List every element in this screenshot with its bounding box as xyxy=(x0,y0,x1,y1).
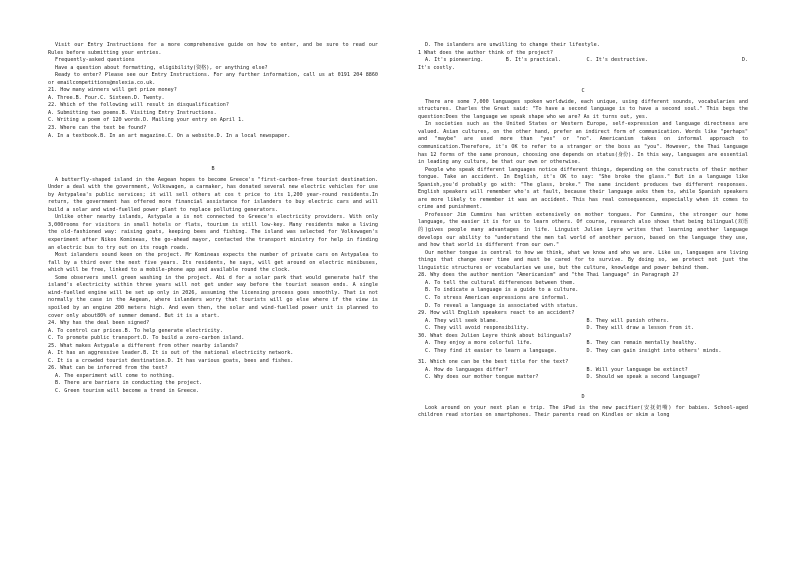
intro-contact: Ready to enter? Please see our Entry Instructions. For any further information, call us at 0191 204 8860 or emailcompetitions@mslexia.co.uk. xyxy=(48,72,378,86)
option: D. Should we speak a second language? xyxy=(586,374,700,381)
question-26-option: B. There are barriers in conducting the project. xyxy=(55,380,203,387)
question-24: 24. Why has the deal been signed? xyxy=(48,320,150,327)
section-b-heading: B xyxy=(211,166,215,173)
question-21-options: A. Three.B. Four.C. Sixteen.D. Twenty. xyxy=(48,94,165,101)
question-28-option: A. To tell the cultural differences between them. xyxy=(425,279,576,286)
question-26-option: D. The islanders are unwilling to change their lifestyle. xyxy=(425,42,600,48)
option: B. They will punish others. xyxy=(586,317,670,324)
question-22-option-row: C. Writing a poem of 120 words.D. Mailing your entry on April 1. xyxy=(48,117,245,124)
passage-c-paragraph: People who speak different languages notice different things, depending on the constructs of their mother tongue. Take an accident. In English, it's OK to say: "She broke the glass." But in a language like Spanish,you'd probably go with: "The glass, broke." The same incident produces two different responses. English speakers will remember who's at fault, because their language asks them to, while Spanish speakers are more likely to remember it was an accident. This has real consequences, especially when it comes to crime and punishment. xyxy=(418,166,748,211)
question-31: 31. Which one can be the best title for the text? xyxy=(418,359,569,366)
question-28: 28. Why does the author mention "Americanism" and "the Thai language" in Paragraph 2? xyxy=(418,272,679,279)
option-c: C. It's destructive. xyxy=(586,57,648,64)
passage-c-paragraph: Professor Jim Cummins has written extensively on mother tongues. For Cummins, the stronger our home language, the easier it is for us to learn others. Of course, research also shows that being bilingual(双语的)gives people many advantages in life. Linguist Julien Leyre writes that learning another language develops our ability to "understand the men tal world of another person, based on the language they use, and how that world is different from our own." xyxy=(418,211,748,249)
right-column xyxy=(418,42,748,420)
intro-faq-question: Have a question about formatting, eligibility(资格), or anything else? xyxy=(55,64,268,71)
option-d: D. xyxy=(741,57,748,64)
question-27: 1 What does the author think of the project? xyxy=(418,49,553,56)
passage-b-paragraph: Some observers smell green washing in the project. Abi d for a solar park that would generate half the island's electricity within three years will not get under way before the tourist season ends. A single wind-fuelled engine will be set up only in 2026, assuming the licensing process goes smoothly. That is not normally the case in the Aegean, where islanders worry that tourists will go else where if the view is spoiled by an engine 200 meters high. And even then, the solar and wind-fuelled power unit is planned to cover only about80% of summer demand. But it is a start. xyxy=(48,274,378,319)
option-a: A. It's pioneering. xyxy=(425,57,484,64)
option: D. They will draw a lesson from it. xyxy=(586,325,694,332)
question-26: 26. What can be inferred from the text? xyxy=(48,365,168,372)
passage-b-paragraph: Most islanders sound keen on the project. Mr Komineas expects the number of private cars on Astypalea to fall by a third over the next five years. Its residents, he says, will get around on electric minibuses, which will be free, linked to a mobile-phone app and available round the clock. xyxy=(48,252,378,274)
question-30: 30. What does Julien Leyre think about bilinguals? xyxy=(418,332,572,339)
section-c-heading: C xyxy=(581,88,585,95)
passage-d-paragraph: Look around on your next plan e trip. The iPad is the new pacifier(安抚奶嘴) for babies. School-aged children read stories on smartphones. Their parents read on Kindles or skim a long xyxy=(418,404,748,419)
option: C. They will avoid responsibility. xyxy=(425,325,530,332)
left-column xyxy=(48,42,378,396)
question-28-option: B. To indicate a language is a guide to a culture. xyxy=(425,287,579,294)
question-25-option-row: A. It has an aggressive leader.B. It is out of the national electricity network. xyxy=(48,350,294,357)
question-27-options xyxy=(418,57,748,65)
option: D. They can gain insight into others' minds. xyxy=(586,347,722,354)
option: A. How do languages differ? xyxy=(425,366,508,373)
question-25-option-row: C. It is a crowded tourist destination.D. It has various goats, bees and fishes. xyxy=(48,357,294,364)
question-29: 29. How will English speakers react to an accident? xyxy=(418,310,575,317)
question-30-options xyxy=(418,340,748,355)
option: A. They will seek blame. xyxy=(425,317,499,324)
question-23-options: A. In a textbook.B. In an art magazine.C. On a website.D. In a local newspaper. xyxy=(48,132,291,139)
question-24-option-row: C. To promote public transport.D. To build a zero-carbon island. xyxy=(48,335,245,342)
question-31-options xyxy=(418,367,748,382)
passage-c-paragraph: In societies such as the United States or Western Europe, self-expression and language directness are valued. Asian cultures, on the other hand, prefer an indirect form of communication. Words like "perhaps" and "maybe" are used more than "yes" or "no". Americanism takes on informal approach to communication.Therefore, it's OK to refer to a stranger or the boss as "you". However, the Thai language has 12 forms of the same pronoun, choosing one depends on status(身份). In this way, languages are essential in leading any culture, be that our own or otherwise. xyxy=(418,121,748,166)
question-29-options xyxy=(418,318,748,333)
option: B. Will your language be extinct? xyxy=(586,366,688,373)
question-21: 21. How many winners will get prize money? xyxy=(48,87,177,94)
question-23: 23. Where can the text be found? xyxy=(48,125,147,132)
intro-faq-heading: Frequently-asked questions xyxy=(55,57,135,64)
option-b: B. It's practical. xyxy=(505,57,561,64)
passage-c-paragraph: Our mother tongue is central to how we think, what we know and who we are. Like us, languages are living things that change over time and must be cared for to survive. By doing so, we protect not just the linguistic structures or vocabularies we use, but the culture, knowledge and power behind them. xyxy=(418,249,748,271)
option: B. They can remain mentally healthy. xyxy=(586,340,697,347)
question-27-option-d-text: It's costly. xyxy=(418,64,455,71)
question-28-option: D. To reveal a language is associated with status. xyxy=(425,302,579,309)
option: A. They enjoy a more colorful life. xyxy=(425,340,533,347)
question-25: 25. What makes Astypale a different from other nearby islands? xyxy=(48,342,239,349)
section-d-heading: D xyxy=(581,393,585,400)
question-28-option: C. To stress American expressions are informal. xyxy=(425,294,570,301)
passage-c-paragraph: There are some 7,000 languages spoken worldwide, each unique, using different sounds, vocabularies and structures. Charles the Great said: "To have a second language is to have a second soul." This begs the question:Does the language we speak shape who we are? As it turns out, yes. xyxy=(418,98,748,120)
option: C. They find it easier to learn a language. xyxy=(425,347,557,354)
question-26-option: C. Green tourism will become a trend in Greece. xyxy=(55,387,200,394)
passage-b-paragraph: A butterfly-shaped island in the Aegean hopes to become Greece's "first-carbon-free tourist destination. Under a deal with the government, Volkswagen, a carmaker, has donated several new electric vehicles for use by Astypalea's public services; it will sell others at cos t price to its 1,200 year-round residents.In return, the government has offered more financial assistance for islanders to buy electric cars and will build a solar and wind-fuelled power plant to replace polluting generators. xyxy=(48,176,378,213)
question-22-option-row: A. Submitting two poems.B. Visiting Entry Instructions. xyxy=(48,109,217,116)
passage-b-paragraph: Unlike other nearby islands, Astypale a is not connected to Greece's electricity providers. With only 3,000rooms for visitors in small hotels or flats, tourism is still low-key. Many residents make a living the old-fashioned way: raising goats, keeping bees and fishing. The island was selected for Volkswagen's experiment after Nikos Komineas, the go-ahead mayor, contacted the transport ministry for help in finding an electric bus to try out on its rough roads. xyxy=(48,214,378,251)
question-26-option: A. The experiment will come to nothing. xyxy=(55,372,175,379)
question-22: 22. Which of the following will result in disqualification? xyxy=(48,102,229,109)
option: C. Why does our mother tongue matter? xyxy=(425,374,539,381)
intro-paragraph: Visit our Entry Instructions for a more comprehensive guide on how to enter, and be sure to read our Rules before submitting your entries. xyxy=(48,42,378,56)
question-24-option-row: A. To control car prices.B. To help generate electricity. xyxy=(48,327,223,334)
